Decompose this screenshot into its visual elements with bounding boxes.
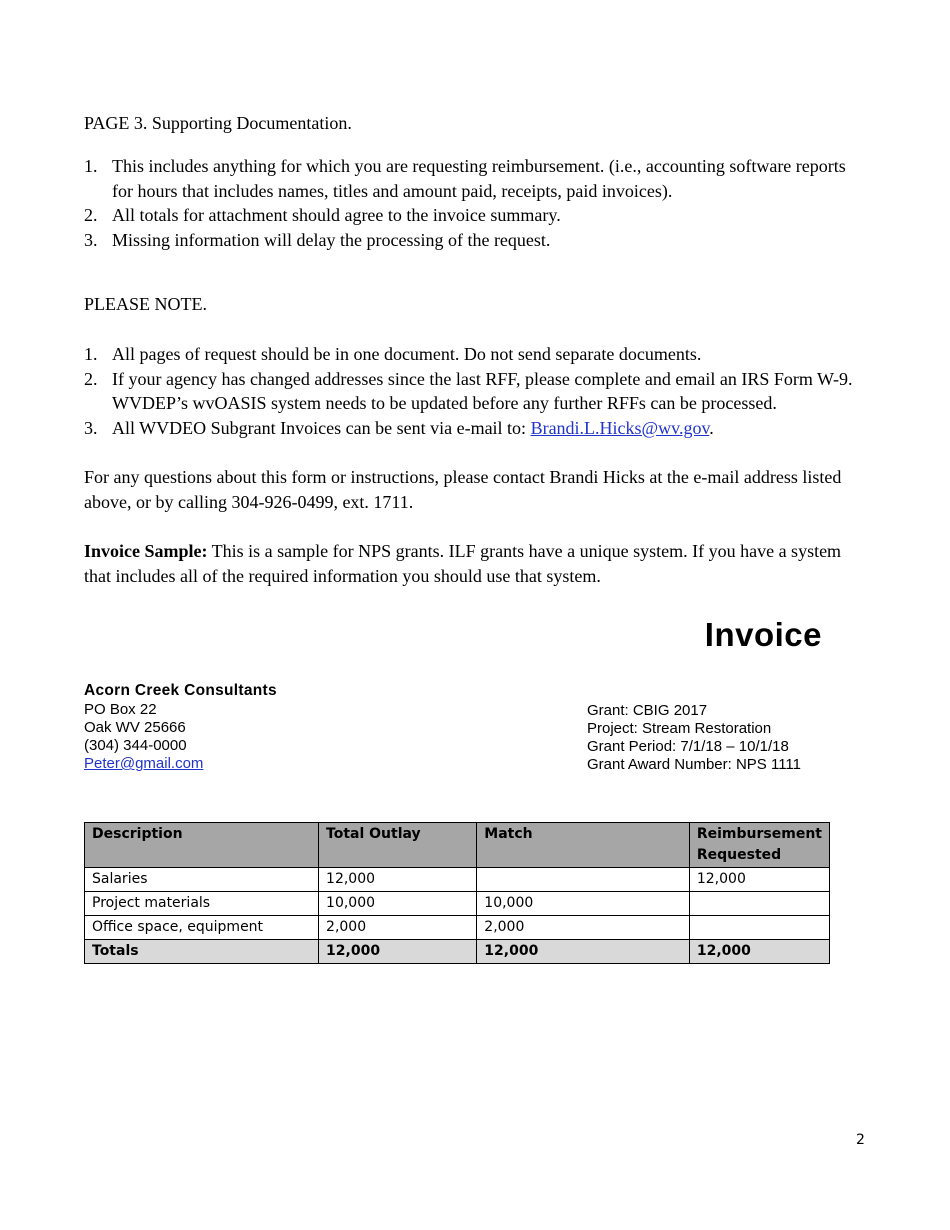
grant-name: Grant: CBIG 2017 bbox=[587, 702, 708, 719]
column-header: Description bbox=[85, 823, 319, 868]
table-cell: Office space, equipment bbox=[85, 916, 319, 940]
company-block bbox=[84, 682, 277, 773]
table-cell: 10,000 bbox=[319, 892, 477, 916]
email-link[interactable]: Brandi.L.Hicks@wv.gov bbox=[530, 417, 710, 438]
company-email-link[interactable]: Peter@gmail.com bbox=[84, 755, 204, 772]
company-address-line: Oak WV 25666 bbox=[84, 719, 186, 736]
table-cell: 12,000 bbox=[477, 940, 690, 964]
list-item: 1. This includes anything for which you are requesting reimbursement. (i.e., accounting software reports for hours that includes names, titles and amount paid, receipts, paid invoices). bbox=[84, 156, 846, 201]
column-header: Reimbursement Requested bbox=[689, 823, 829, 868]
page-heading: PAGE 3. Supporting Documentation. bbox=[84, 113, 352, 133]
invoice-title: Invoice bbox=[704, 616, 822, 653]
company-address-line: PO Box 22 bbox=[84, 701, 157, 718]
column-header: Match bbox=[477, 823, 690, 868]
grant-info-block bbox=[587, 702, 801, 774]
table-cell bbox=[689, 892, 829, 916]
sample-label: Invoice Sample: bbox=[84, 541, 208, 561]
table-row bbox=[85, 892, 830, 916]
list-item: 3. Missing information will delay the processing of the request. bbox=[84, 229, 551, 250]
table-cell: 10,000 bbox=[477, 892, 690, 916]
page-number: 2 bbox=[856, 1132, 865, 1148]
list-item: 2. All totals for attachment should agree to the invoice summary. bbox=[84, 205, 561, 225]
column-header: Total Outlay bbox=[319, 823, 477, 868]
table-cell: Totals bbox=[85, 940, 319, 964]
grant-award-number: Grant Award Number: NPS 1111 bbox=[587, 756, 801, 773]
grant-project: Project: Stream Restoration bbox=[587, 720, 772, 737]
company-name: Acorn Creek Consultants bbox=[84, 682, 277, 699]
totals-row bbox=[85, 940, 830, 964]
list-item: 1. All pages of request should be in one document. Do not send separate documents. bbox=[84, 344, 702, 364]
table-cell: 2,000 bbox=[477, 916, 690, 940]
note-list bbox=[84, 342, 854, 440]
table-cell bbox=[477, 868, 690, 892]
table-header-row bbox=[85, 823, 830, 868]
grant-period: Grant Period: 7/1/18 – 10/1/18 bbox=[587, 738, 789, 755]
table-cell: 12,000 bbox=[689, 868, 829, 892]
list-item: 2. If your agency has changed addresses since the last RFF, please complete and email an IRS Form W-9. WVDEP’s wvOASIS system needs to be updated before any further RFFs can be processed. bbox=[84, 368, 853, 413]
table-row bbox=[85, 868, 830, 892]
contact-paragraph: For any questions about this form or instructions, please contact Brandi Hicks at the e-mail address listed above, or by calling 304-926-0499, ext. 1711. bbox=[84, 467, 842, 512]
invoice-table bbox=[84, 822, 830, 964]
table-row bbox=[85, 916, 830, 940]
table-cell: 2,000 bbox=[319, 916, 477, 940]
table-cell: 12,000 bbox=[319, 940, 477, 964]
table-cell: 12,000 bbox=[319, 868, 477, 892]
documentation-list bbox=[84, 154, 854, 252]
note-heading: PLEASE NOTE. bbox=[84, 294, 207, 314]
company-phone: (304) 344-0000 bbox=[84, 737, 187, 754]
table-cell: 12,000 bbox=[689, 940, 829, 964]
invoice-sample-paragraph: Invoice Sample: This is a sample for NPS grants. ILF grants have a unique system. If you have a system that includes all of the required information you should use that system. bbox=[84, 541, 842, 586]
table-cell: Project materials bbox=[85, 892, 319, 916]
table-cell bbox=[689, 916, 829, 940]
table-cell: Salaries bbox=[85, 868, 319, 892]
list-item: 3. All WVDEO Subgrant Invoices can be sent via e-mail to: Brandi.L.Hicks@wv.gov. bbox=[84, 417, 714, 438]
